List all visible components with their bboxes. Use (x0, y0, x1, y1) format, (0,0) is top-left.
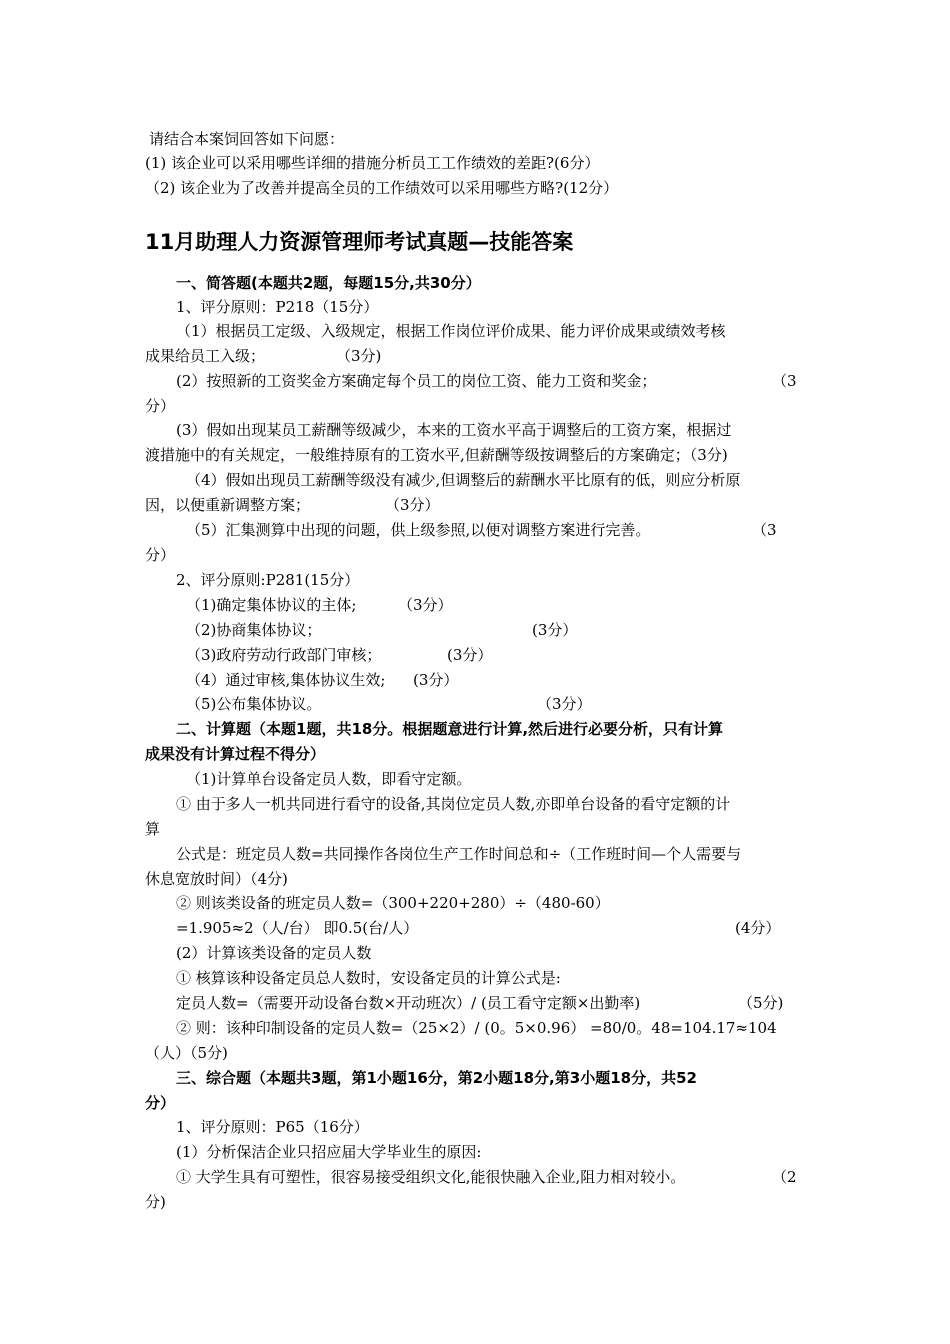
points-label: （2 (772, 1168, 797, 1186)
step-line: （5)公布集体协议。 (186, 695, 322, 713)
section-1-item-2-title: 2、评分原则:P281(15分） (176, 571, 360, 589)
step-line: （3)政府劳动行政部门审核； (186, 646, 382, 664)
points-label: （3分） (385, 496, 440, 514)
points-label: （3分） (537, 695, 592, 713)
answer-line: 分) (145, 1193, 166, 1211)
calc-line: =1.905≈2（人/台） 即0.5(台/人） (176, 919, 419, 937)
section-3-heading-cont: 分） (145, 1094, 176, 1112)
section-3-heading: 三、综合题（本题共3题，第1小题16分，第2小题18分,第3小题18分，共52 (176, 1069, 697, 1087)
answer-line: 因，以便重新调整方案； (145, 496, 311, 514)
step-line: （4）通过审核,集体协议生效; (186, 671, 386, 689)
answer-line: (3）假如出现某员工薪酬等级减少，本来的工资水平高于调整后的工资方案，根据过 (176, 421, 732, 439)
points-label: (3分） (447, 646, 493, 664)
section-2-heading-cont: 成果没有计算过程不得分） (145, 745, 326, 763)
calc-line: ② 则该类设备的班定员人数=（300+220+280）÷（480-60） (176, 894, 610, 912)
page-title: 11月助理人力资源管理师考试真题—技能答案 (145, 230, 574, 254)
section-2-heading: 二、计算题（本题1题，共18分。根据题意进行计算,然后进行必要分析，只有计算 (176, 720, 724, 738)
points-label: (3分） (413, 671, 459, 689)
calc-line: 公式是：班定员人数=共同操作各岗位生产工作时间总和÷（工作班时间—个人需要与 (176, 845, 742, 863)
calc-line: ① 核算该种设备定员总人数时，安设备定员的计算公式是: (176, 969, 561, 987)
answer-line: （5）汇集测算中出现的问题，供上级参照,以便对调整方案进行完善。 (186, 521, 651, 539)
section-3-item-1-title: 1、评分原则：P65（16分） (176, 1118, 369, 1136)
answer-line: 分） (145, 546, 176, 564)
answer-line: (1）分析保洁企业只招应届大学毕业生的原因: (176, 1143, 482, 1161)
intro-question-2: （2) 该企业为了改善并提高全员的工作绩效可以采用哪些方略?(12分） (145, 179, 619, 197)
calc-line: 算 (145, 820, 161, 838)
points-label: (4分） (735, 919, 781, 937)
points-label: （3分） (398, 596, 453, 614)
points-label: （3 (772, 372, 797, 390)
calc-line: ② 则：该种印制设备的定员人数=（25×2）/ (0。5×0.96） =80/0。48=104.17≈104 (176, 1019, 777, 1037)
answer-line: （4）假如出现员工薪酬等级没有减少,但调整后的薪酬水平比原有的低，则应分析原 (186, 471, 741, 489)
step-line: （2)协商集体协议； (186, 621, 322, 639)
points-label: （5分) (738, 994, 784, 1012)
section-1-heading: 一、简答题(本题共2题，每题15分,共30分） (176, 274, 481, 292)
step-line: （1)确定集体协议的主体; (186, 596, 357, 614)
points-label: （3分) (336, 347, 382, 365)
calc-line: （人）（5分) (145, 1044, 228, 1062)
answer-line: 分） (145, 397, 176, 415)
calc-line: (2）计算该类设备的定员人数 (176, 944, 372, 962)
answer-line: 渡措施中的有关规定，一般维持原有的工资水平,但薪酬等级按调整后的方案确定；（3分) (145, 446, 728, 464)
intro-prompt: 请结合本案饲回答如下问愿： (149, 130, 345, 148)
calc-line: 定员人数=（需要开动设备台数×开动班次）/ (员工看守定额×出勤率) (176, 994, 641, 1012)
calc-line: （1)计算单台设备定员人数，即看守定额。 (186, 770, 472, 788)
points-label: （3 (752, 521, 777, 539)
points-label: (3分） (532, 621, 578, 639)
intro-question-1: (1) 该企业可以采用哪些详细的措施分析员工工作绩效的差距?(6分） (145, 154, 600, 172)
section-1-item-1-title: 1、评分原则：P218（15分） (176, 298, 379, 316)
answer-line: (2）按照新的工资奖金方案确定每个员工的岗位工资、能力工资和奖金； (176, 372, 657, 390)
answer-line: 成果给员工入级； (145, 347, 266, 365)
answer-line: ① 大学生具有可塑性，很容易接受组织文化,能很快融入企业,阻力相对较小。 (176, 1168, 686, 1186)
answer-line: （1）根据员工定级、入级规定，根据工作岗位评价成果、能力评价成果或绩效考核 (176, 322, 726, 340)
calc-line: 休息宽放时间）（4分) (145, 870, 288, 888)
calc-line: ① 由于多人一机共同进行看守的设备,其岗位定员人数,亦即单台设备的看守定额的计 (176, 795, 731, 813)
